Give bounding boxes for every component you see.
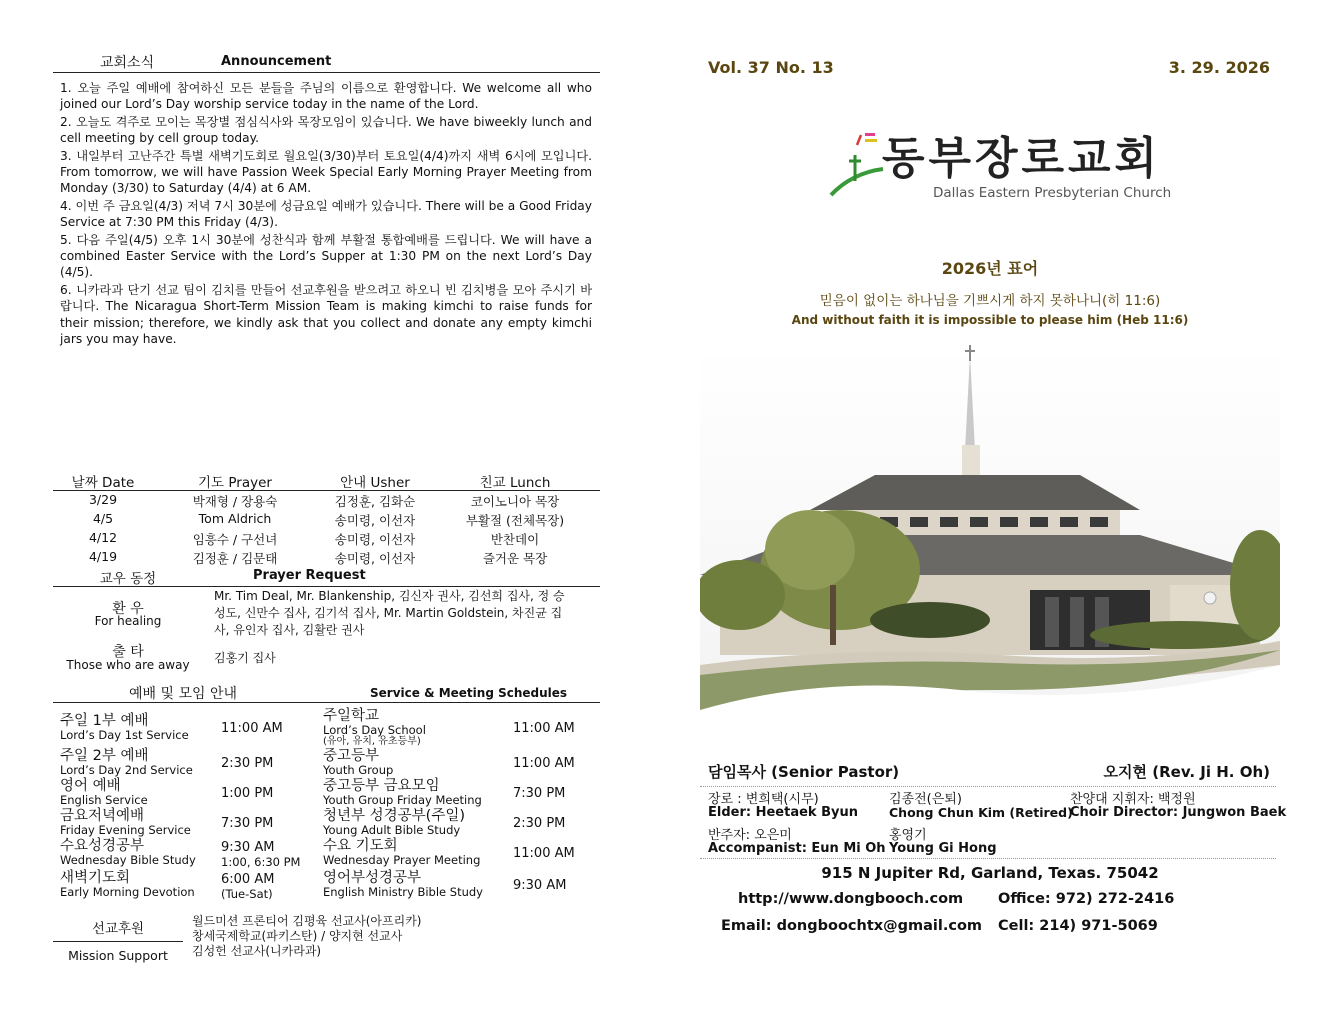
service-name-ko: 중고등부 금요모임 (323, 778, 440, 794)
announcement-item: 1. 오늘 주일 예배에 참여하신 모든 분들을 주님의 이름으로 환영합니다. We welcome all who joined our Lord’s Day worship service today in the name of the Lord. (60, 81, 592, 112)
healing-list: Mr. Tim Deal, Mr. Blankenship, 김신자 권사, 김선희 집사, 정 승성도, 신만수 집사, 김기석 집사, Mr. Martin Goldstein, 차진균 집사, 유인자 집사, 김활란 권사 (214, 589, 565, 637)
service-item (323, 809, 465, 836)
volume-number: Vol. 37 No. 13 (708, 58, 834, 77)
church-photo (700, 345, 1280, 710)
service-name-en: Wednesday Bible Study (60, 853, 196, 867)
schedule-cell: 3/29 (88, 492, 118, 507)
schedule-rule (53, 490, 600, 491)
motto-title: 2026년 표어 (941, 259, 1039, 278)
church-address: 915 N Jupiter Rd, Garland, Texas. 75042 (821, 864, 1159, 882)
services-title-ko: 예배 및 모임 안내 (128, 686, 238, 702)
schedule-cell: 임흥수 / 구선녀 (192, 532, 278, 547)
service-name-ko: 수요성경공부 (60, 838, 145, 854)
choir-en: Choir Director: Jungwon Baek (1070, 805, 1287, 820)
church-logo (827, 125, 1207, 215)
pastor-divider (700, 786, 1276, 787)
service-name-ko: 주일 1부 예배 (60, 713, 149, 729)
service-name-en: Lord’s Day School (323, 723, 426, 737)
staff-divider (700, 858, 1276, 859)
church-name-en: Dallas Eastern Presbyterian Church (933, 185, 1172, 201)
service-name-ko: 주일학교 (323, 708, 380, 724)
office-phone: Office: 972) 272-2416 (998, 891, 1175, 907)
bulletin-date: 3. 29. 2026 (1168, 58, 1270, 77)
service-time: 2:30 PM (513, 816, 566, 831)
service-name-ko: 금요저녁예배 (60, 808, 145, 824)
service-item (60, 779, 148, 806)
service-name-ko: 영어부성경공부 (323, 870, 422, 886)
schedule-header-prayer: 기도 Prayer (198, 475, 272, 491)
healing-label-en: For healing (94, 614, 162, 628)
service-time-sub: 1:00, 6:30 PM (221, 855, 301, 869)
service-time: 9:30 AM (513, 878, 567, 893)
service-name-en: Lord’s Day 2nd Service (60, 763, 193, 777)
away-label-en: Those who are away (66, 658, 190, 672)
motto-korean: 믿음이 없이는 하나님을 기쁘시게 하지 못하나니(히 11:6) (819, 293, 1161, 309)
church-email[interactable]: Email: dongboochtx@gmail.com (721, 918, 983, 934)
accompanist-ko-2: 홍영기 (889, 828, 927, 843)
motto-english: And without faith it is impossible to please him (Heb 11:6) (791, 313, 1189, 327)
service-name-en: Wednesday Prayer Meeting (323, 853, 481, 867)
mission-title-ko: 선교후원 (91, 921, 145, 937)
service-name-en: Youth Group Friday Meeting (323, 793, 482, 807)
elder-en: Elder: Heetaek Byun (708, 805, 858, 820)
schedule-cell: 부활절 (전체목장) (465, 513, 565, 528)
announcement-rule (53, 72, 600, 73)
announcement-item: 2. 오늘도 격주로 모이는 목장별 점심식사와 목장모임이 있습니다. We have biweekly lunch and cell meeting by cell group today. (60, 114, 592, 146)
schedule-cell: 코이노니아 목장 (470, 494, 560, 509)
accompanist-ko: 반주자: 오은미 (708, 828, 792, 843)
service-item (60, 749, 193, 776)
service-name-en: Youth Group (323, 763, 394, 777)
service-time (221, 840, 300, 869)
service-time: 11:00 AM (513, 721, 575, 736)
service-name-sub: (유아, 유치, 유초등부) (323, 736, 421, 747)
service-item (323, 871, 483, 898)
service-item (60, 871, 195, 898)
mission-item: 월드미션 프론티어 김평육 선교사(아프리카) (192, 914, 422, 928)
service-time: 1:00 PM (221, 786, 274, 801)
service-item (60, 714, 189, 741)
announcement-item: 5. 다음 주일(4/5) 오후 1시 30분에 성찬식과 함께 부활절 통합예배를 드립니다. We will have a combined Easter Service with the Lord’s Supper at 1:30 PM on the next Lord’s Day (4/5). (60, 232, 592, 280)
schedule-cell: 반찬데이 (490, 532, 540, 547)
church-website[interactable]: http://www.dongbooch.com (738, 891, 964, 907)
service-name-ko: 새벽기도회 (60, 870, 131, 886)
schedule-cell: 송미령, 이선자 (334, 551, 416, 566)
service-time: 11:00 AM (513, 756, 575, 771)
elder-ko: 장로 : 변희택(시무) (708, 792, 819, 807)
announcement-item: 4. 이번 주 금요일(4/3) 저녁 7시 30분에 성금요일 예배가 있습니다. There will be a Good Friday Service at 7:30 PM this Friday (4/3). (60, 198, 592, 230)
service-name-en: English Service (60, 793, 148, 807)
service-item (323, 839, 480, 866)
church-building-image (700, 345, 1280, 710)
service-item (323, 749, 393, 776)
church-logo-icon (827, 125, 887, 205)
service-time-main: 9:30 AM (221, 840, 275, 855)
service-item (323, 779, 482, 806)
service-time: 7:30 PM (513, 786, 566, 801)
mission-list (192, 914, 421, 959)
service-time: 11:00 AM (221, 721, 283, 736)
mission-item: 김성헌 선교사(니카라과) (192, 944, 322, 958)
service-time-sub: (Tue-Sat) (221, 887, 273, 901)
schedule-header-date: 날짜 Date (71, 475, 135, 491)
schedule-cell: 김정훈 / 김문태 (192, 551, 278, 566)
service-name-en: Young Adult Bible Study (323, 823, 461, 837)
announcement-title-ko: 교회소식 (100, 55, 155, 71)
service-time: 7:30 PM (221, 816, 274, 831)
schedule-cell: 4/12 (88, 530, 118, 545)
schedule-header-usher: 안내 Usher (340, 475, 410, 491)
announcement-item: 6. 니카라과 단기 선교 팀이 김치를 만들어 선교후원을 받으려고 하오니 빈 김치병을 모아 주시기 바랍니다. The Nicaragua Short-Term Mission Team is making kimchi to raise funds for their mission; therefore, we kindly ask that you collect and donate any empty kimchi jars you may have. (60, 282, 592, 347)
prayer-title-en: Prayer Request (253, 568, 366, 583)
services-title-en: Service & Meeting Schedules (370, 686, 568, 700)
service-time: 11:00 AM (513, 846, 575, 861)
announcement-item: 3. 내일부터 고난주간 특별 새벽기도회로 월요일(3/30)부터 토요일(4/4)까지 새벽 6시에 모입니다. From tomorrow, we will have Passion Week Special Early Morning Prayer Meeting from Monday (3/30) to Saturday (4/4) at 6 AM. (60, 148, 592, 196)
cell-phone: Cell: 214) 971-5069 (998, 918, 1158, 934)
church-name-ko: 동부장로교회 (882, 133, 1162, 184)
schedule-cell: 4/19 (88, 549, 118, 564)
service-time-main: 6:00 AM (221, 872, 275, 887)
service-name-en: Friday Evening Service (60, 823, 191, 837)
accompanist-en: Accompanist: Eun Mi Oh (708, 841, 886, 856)
schedule-cell: Tom Aldrich (198, 511, 272, 526)
service-name-en: Lord’s Day 1st Service (60, 728, 189, 742)
service-name-ko: 영어 예배 (60, 778, 121, 794)
accompanist-en-2: Young Gi Hong (889, 841, 997, 856)
mission-title-en: Mission Support (68, 948, 168, 963)
schedule-cell: 김정훈, 김화순 (334, 494, 416, 509)
service-name-ko: 중고등부 (323, 748, 380, 764)
service-name-ko: 주일 2부 예배 (60, 748, 149, 764)
service-item (60, 839, 196, 866)
announcement-title-en: Announcement (221, 54, 332, 69)
mission-item: 창세국제학교(파키스탄) / 양지현 선교사 (192, 929, 403, 943)
service-name-en: English Ministry Bible Study (323, 885, 483, 899)
senior-pastor-name: 오지현 (Rev. Ji H. Oh) (1103, 763, 1270, 781)
announcement-list (60, 80, 592, 349)
schedule-cell: 송미령, 이선자 (334, 532, 416, 547)
senior-pastor-label: 담임목사 (Senior Pastor) (708, 763, 900, 781)
service-name-ko: 청년부 성경공부(주일) (323, 808, 465, 824)
prayer-rule (53, 586, 600, 587)
schedule-cell: 송미령, 이선자 (334, 513, 416, 528)
prayer-title-ko: 교우 동정 (99, 571, 157, 587)
service-item (323, 709, 426, 747)
schedule-header-lunch: 친교 Lunch (479, 475, 551, 491)
healing-label-ko: 환 우 (112, 601, 144, 617)
service-time: 2:30 PM (221, 756, 274, 771)
service-time (221, 872, 274, 901)
service-item (60, 809, 191, 836)
schedule-cell: 즐거운 목장 (482, 551, 548, 566)
away-label-ko: 출 타 (112, 644, 144, 660)
elder-en-2: Chong Chun Kim (Retired) (889, 805, 1073, 820)
schedule-cell: 4/5 (92, 511, 114, 526)
service-name-en: Early Morning Devotion (60, 885, 195, 899)
choir-ko: 찬양대 지휘자: 백정원 (1070, 792, 1196, 807)
mission-rule (53, 941, 183, 942)
services-rule (53, 702, 600, 703)
away-list: 김홍기 집사 (214, 651, 276, 665)
elder-ko-2: 김종전(은퇴) (889, 792, 962, 807)
schedule-cell: 박재형 / 장용숙 (192, 494, 278, 509)
service-name-ko: 수요 기도회 (323, 838, 398, 854)
